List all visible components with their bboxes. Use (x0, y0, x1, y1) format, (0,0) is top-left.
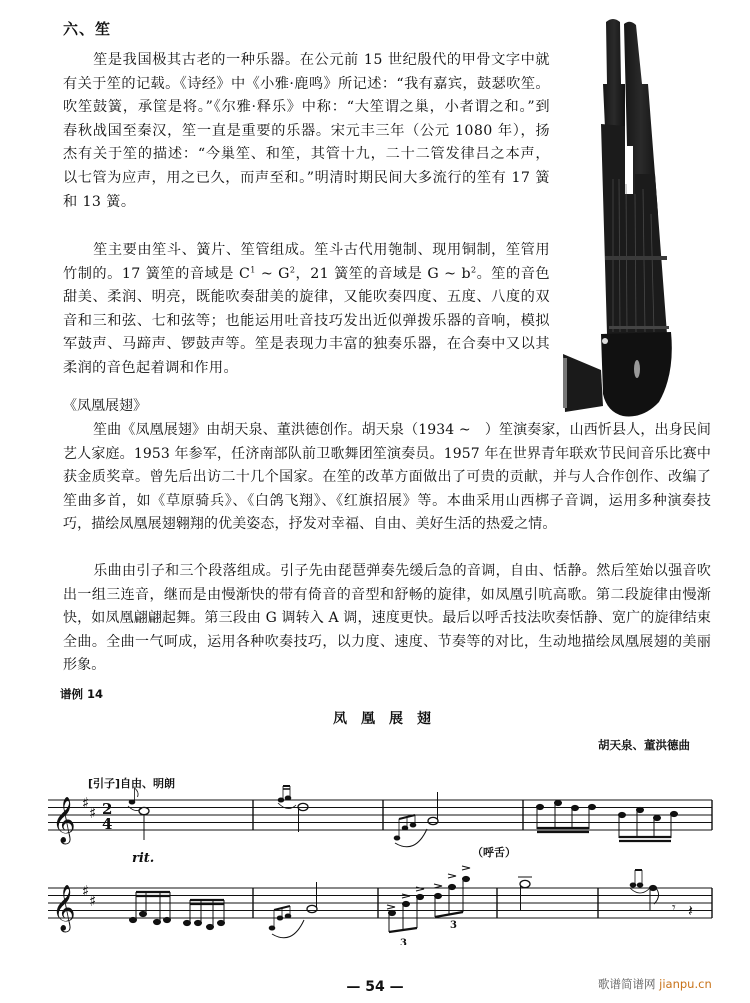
svg-text:2: 2 (102, 800, 113, 818)
superscript: 2 (470, 264, 477, 274)
composer-paragraph-text: 笙曲《凤凰展翅》由胡天泉、董洪德创作。胡天泉（1934 ~ ）笙演奏家，山西忻县人，出身民间艺人家庭。1953 年参军，任济南部队前卫歌舞团笙演奏员。1957 年在世界青年联欢节民间音乐比赛中获金质奖章。曾先后出访二十几个国家。在笙的改革方面做出了可贵的贡献，并与人合作创作、改编了笙曲多首，如《草原骑兵》、《白鸽飞翔》、《红旗招展》等。本曲采用山西梆子音调，运用多种演奏技巧，描绘凤凰展翅翱翔的优美姿态，抒发对幸福、自由、美好生活的热爱之情。 (63, 422, 711, 533)
piece-title: 《凤凰展翅》 (63, 398, 147, 414)
intro-paragraph-text: 笙是我国极其古老的一种乐器。在公元前 15 世纪殷代的甲骨文字中就有关于笙的记载。《诗经》中《小雅·鹿鸣》所记述：“我有嘉宾，鼓瑟吹笙。吹笙鼓簧，承筐是将。”《尔雅·释乐》中称：“大笙谓之巢，小者谓之和。”到春秋战国至秦汉，笙一直是重要的乐器。宋元丰三年（公元 1080 年），扬杰有关于笙的描述：“今巢笙、和笙，其管十九，二十二管发律吕之本声，以七管为应声，用之已久，而声至和。”明清时期民间大多流行的笙有 17 簧和 13 簧。 (63, 52, 550, 210)
watermark-site: jianpu.cn (659, 977, 712, 991)
section-heading: 六、笙 (63, 20, 112, 38)
watermark (598, 976, 712, 992)
structure-description-paragraph (63, 560, 711, 678)
staff-notation (40, 770, 730, 945)
page-number: — 54 — (346, 979, 404, 995)
superscript: 2 (289, 264, 296, 274)
svg-text:3: 3 (400, 938, 407, 945)
svg-text:3: 3 (450, 920, 457, 931)
structure-text-4: 。笙的音色甜美、柔润、明亮，既能吹奏甜美的旋律，又能吹奏四度、五度、八度的双音和三和弦、七和弦等；也能运用吐音技巧发出近似弹拨乐器的音响，模拟军鼓声、马蹄声、锣鼓声等。笙是表现力丰富的独奏乐器，在合奏中又以其柔润的音色起着调和作用。 (63, 265, 551, 376)
svg-text:♯: ♯ (82, 882, 90, 900)
example-label: 谱例 14 (60, 687, 104, 701)
composer-paragraph (63, 419, 711, 537)
svg-text:𝄞: 𝄞 (52, 885, 76, 931)
structure-text-2: ~ G (255, 265, 290, 282)
structure-text-1: 笙主要由笙斗、簧片、笙管组成。笙斗古代用匏制、现用铜制，笙管用竹制的。17 簧笙的音域是 C (63, 242, 550, 282)
score-composer: 胡天泉、董洪德曲 (598, 738, 690, 752)
svg-text:♯: ♯ (89, 892, 97, 910)
music-score (40, 770, 730, 945)
intro-marking: [引子]自由、明朗 (88, 777, 176, 790)
technique-marking: （呼舌） (472, 846, 516, 859)
intro-paragraph (63, 49, 550, 214)
svg-text:𝄽: 𝄽 (688, 901, 693, 920)
superscript: 1 (250, 264, 256, 274)
structure-paragraph (63, 239, 550, 381)
tempo-marking: rit. (132, 851, 155, 866)
sheng-instrument-illustration (563, 14, 708, 439)
svg-text:4: 4 (102, 815, 113, 833)
svg-text:𝄞: 𝄞 (52, 797, 76, 843)
svg-text:♯: ♯ (82, 794, 90, 812)
score-title: 凤凰展翅 (333, 711, 445, 727)
svg-text:♯: ♯ (89, 804, 97, 822)
structure-description-text: 乐曲由引子和三个段落组成。引子先由琵琶弹奏先缓后急的音调，自由、恬静。然后笙始以强音吹出一组三连音，继而是由慢渐快的带有倚音的音型和舒畅的旋律，如凤凰引吭高歌。第二段旋律由慢渐快，如凤凰翩翩起舞。第三段由 G 调转入 A 调，速度更快。最后以呼舌技法吹奏恬静、宽广的旋律结束全曲。全曲一气呵成，运用各种吹奏技巧，以力度、速度、节奏等的对比，生动地描绘凤凰展翅的美丽形象。 (63, 563, 711, 674)
watermark-text: 歌谱简谱网 (598, 977, 656, 991)
svg-text:𝄾: 𝄾 (672, 900, 676, 916)
structure-text-3: ，21 簧笙的音域是 G ~ b (295, 265, 471, 282)
